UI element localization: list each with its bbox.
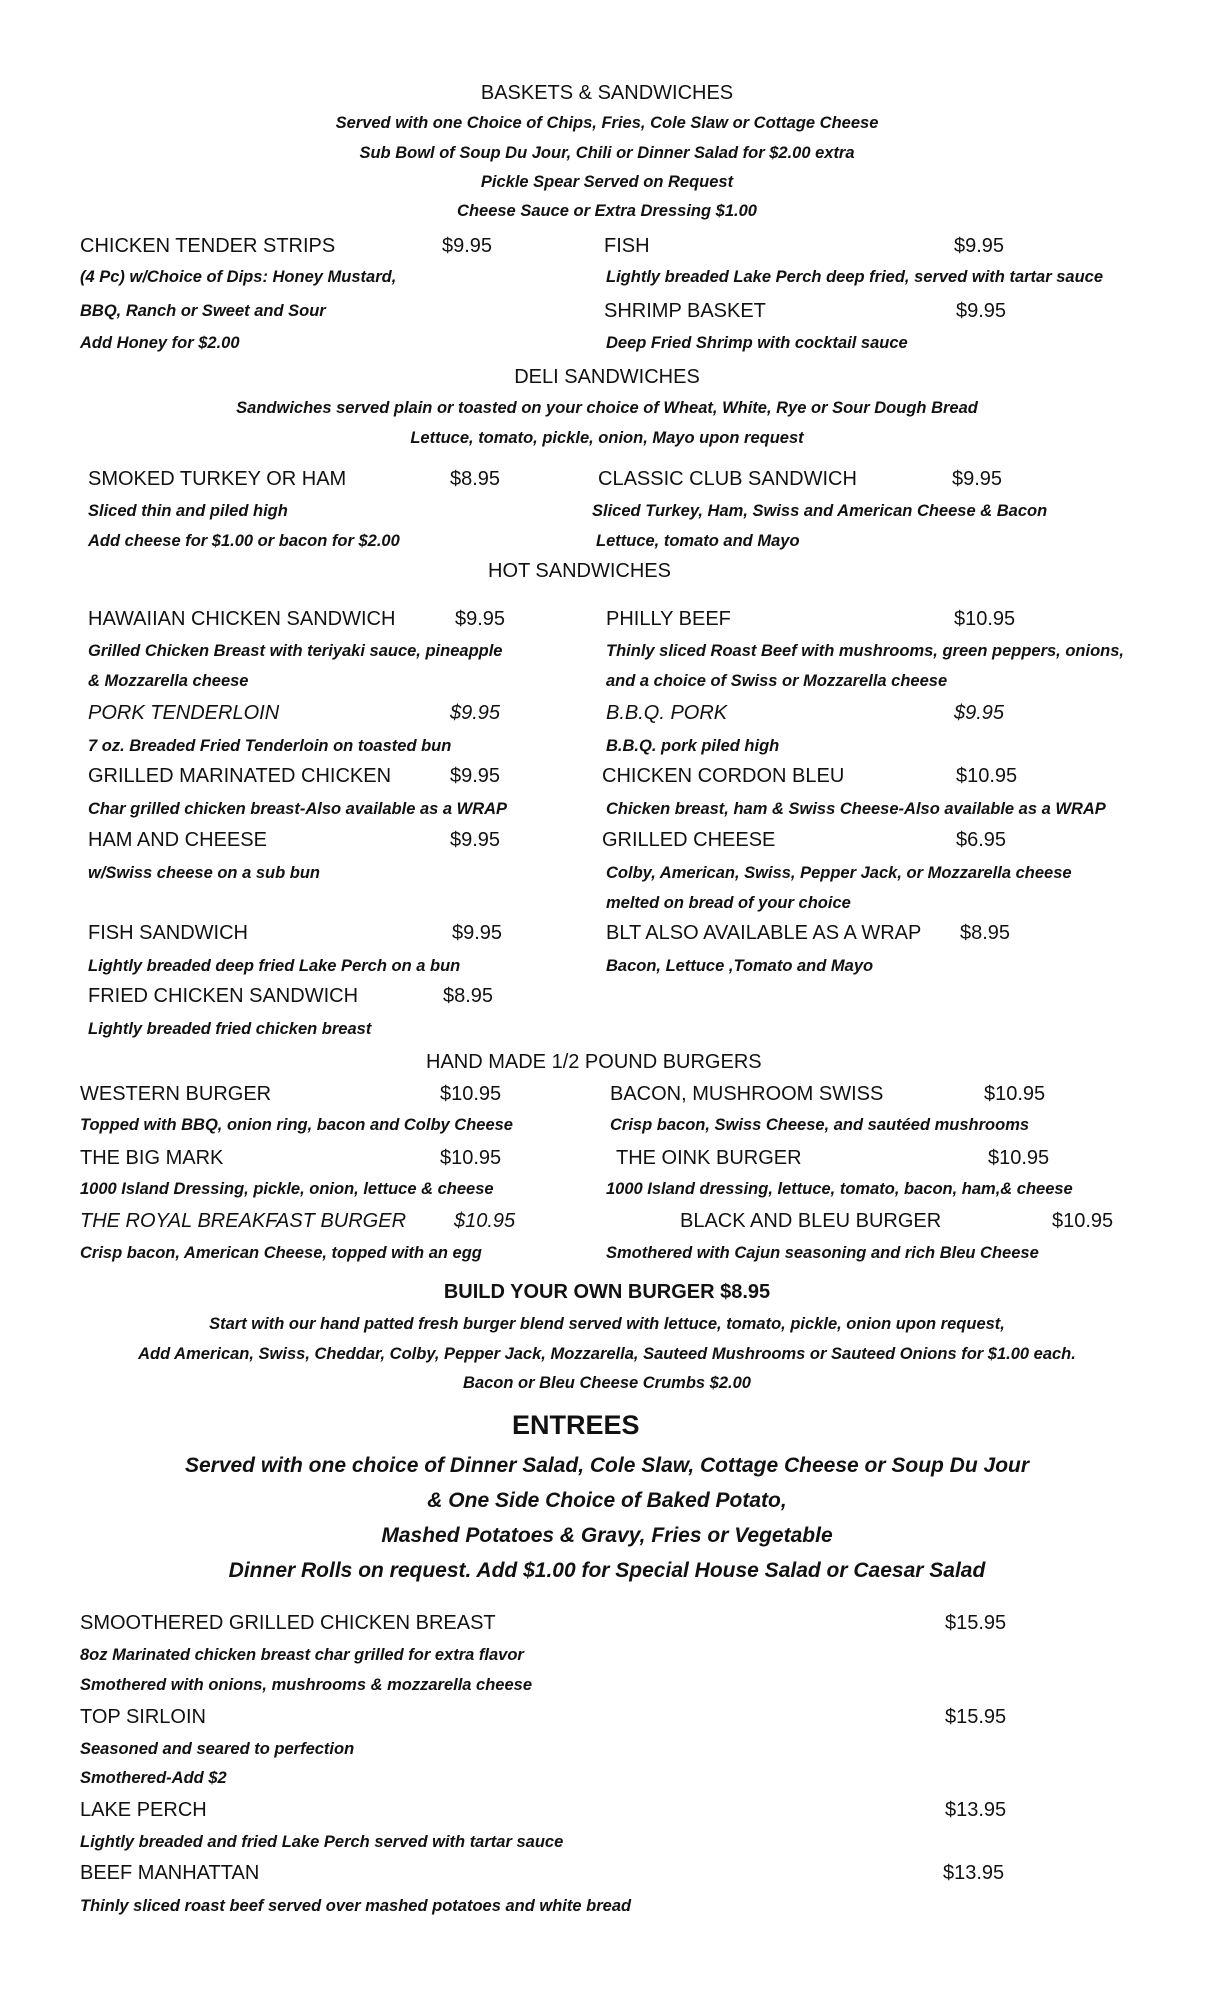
byo-note: Start with our hand patted fresh burger blend served with lettuce, tomato, pickle, onion upon request,: [209, 1315, 1005, 1333]
item-price: $9.95: [452, 922, 503, 944]
byo-note: Add American, Swiss, Cheddar, Colby, Pepper Jack, Mozzarella, Sauteed Mushrooms or Sauteed Onions for $1.00 each.: [138, 1345, 1076, 1363]
item-price: $6.95: [956, 829, 1007, 851]
item-price: $10.95: [988, 1147, 1050, 1169]
item-desc: Sliced thin and piled high: [88, 502, 288, 520]
item-desc: B.B.Q. pork piled high: [606, 737, 780, 755]
item-name: CHICKEN TENDER STRIPS: [80, 235, 336, 257]
item-name: GRILLED MARINATED CHICKEN: [88, 765, 392, 787]
item-name: FRIED CHICKEN SANDWICH: [88, 985, 359, 1007]
item-desc: Grilled Chicken Breast with teriyaki sauce, pineapple: [88, 642, 503, 660]
item-price: $13.95: [945, 1799, 1007, 1821]
item-desc: Add cheese for $1.00 or bacon for $2.00: [88, 532, 400, 550]
item-name: CLASSIC CLUB SANDWICH: [598, 468, 857, 490]
baskets-note: Sub Bowl of Soup Du Jour, Chili or Dinner Salad for $2.00 extra: [359, 144, 855, 162]
item-price: $9.95: [954, 235, 1005, 257]
item-desc: Lightly breaded fried chicken breast: [88, 1020, 372, 1038]
item-desc: melted on bread of your choice: [606, 894, 851, 912]
entrees-note: Dinner Rolls on request. Add $1.00 for Special House Salad or Caesar Salad: [228, 1559, 986, 1582]
item-desc: Crisp bacon, Swiss Cheese, and sautéed mushrooms: [610, 1116, 1030, 1134]
item-desc: Smothered with onions, mushrooms & mozzarella cheese: [80, 1676, 533, 1694]
entrees-note: Mashed Potatoes & Gravy, Fries or Vegetable: [381, 1524, 833, 1547]
item-desc: Seasoned and seared to perfection: [80, 1740, 355, 1758]
item-price: $10.95: [440, 1083, 502, 1105]
item-name: PORK TENDERLOIN: [88, 702, 280, 724]
item-name: FISH: [604, 235, 650, 257]
item-desc: Bacon, Lettuce ,Tomato and Mayo: [606, 957, 874, 975]
item-name: THE ROYAL BREAKFAST BURGER: [80, 1210, 407, 1232]
item-name: CHICKEN CORDON BLEU: [602, 765, 845, 787]
item-price: $10.95: [1052, 1210, 1114, 1232]
item-desc: Smothered-Add $2: [80, 1769, 227, 1787]
item-desc: BBQ, Ranch or Sweet and Sour: [80, 302, 326, 320]
item-price: $9.95: [954, 702, 1005, 724]
deli-note: Lettuce, tomato, pickle, onion, Mayo upon request: [410, 429, 804, 447]
item-price: $10.95: [984, 1083, 1046, 1105]
hot-title: HOT SANDWICHES: [488, 560, 671, 582]
item-desc: and a choice of Swiss or Mozzarella cheese: [606, 672, 948, 690]
item-price: $10.95: [956, 765, 1018, 787]
item-name: TOP SIRLOIN: [80, 1706, 206, 1728]
item-price: $10.95: [454, 1210, 516, 1232]
item-desc: (4 Pc) w/Choice of Dips: Honey Mustard,: [80, 268, 397, 286]
byo-title: BUILD YOUR OWN BURGER $8.95: [443, 1281, 771, 1303]
item-desc: 1000 Island Dressing, pickle, onion, lettuce & cheese: [80, 1180, 494, 1198]
item-desc: Deep Fried Shrimp with cocktail sauce: [606, 334, 908, 352]
item-name: THE BIG MARK: [80, 1147, 224, 1169]
byo-note: Bacon or Bleu Cheese Crumbs $2.00: [463, 1374, 751, 1392]
item-price: $9.95: [450, 765, 501, 787]
item-name: HAWAIIAN CHICKEN SANDWICH: [88, 608, 396, 630]
item-desc: Colby, American, Swiss, Pepper Jack, or Mozzarella cheese: [606, 864, 1072, 882]
item-desc: Thinly sliced roast beef served over mashed potatoes and white bread: [80, 1897, 632, 1915]
item-name: HAM AND CHEESE: [88, 829, 267, 851]
item-price: $9.95: [455, 608, 506, 630]
item-price: $8.95: [960, 922, 1011, 944]
item-price: $9.95: [442, 235, 493, 257]
item-desc: Smothered with Cajun seasoning and rich Bleu Cheese: [606, 1244, 1039, 1262]
item-name: BEEF MANHATTAN: [80, 1862, 260, 1884]
item-desc: Char grilled chicken breast-Also available as a WRAP: [88, 800, 508, 818]
item-price: $9.95: [450, 702, 501, 724]
item-desc: Thinly sliced Roast Beef with mushrooms, green peppers, onions,: [606, 642, 1125, 660]
entrees-title: ENTREES: [512, 1410, 640, 1440]
item-desc: Chicken breast, ham & Swiss Cheese-Also available as a WRAP: [606, 800, 1106, 818]
item-desc: Add Honey for $2.00: [80, 334, 240, 352]
item-name: WESTERN BURGER: [80, 1083, 272, 1105]
item-desc: 8oz Marinated chicken breast char grilled for extra flavor: [80, 1646, 524, 1664]
item-desc: 7 oz. Breaded Fried Tenderloin on toasted bun: [88, 737, 452, 755]
item-name: SMOKED TURKEY OR HAM: [88, 468, 347, 490]
item-price: $8.95: [443, 985, 494, 1007]
item-price: $9.95: [952, 468, 1003, 490]
item-price: $8.95: [450, 468, 501, 490]
entrees-note: Served with one choice of Dinner Salad, Cole Slaw, Cottage Cheese or Soup Du Jour: [184, 1454, 1030, 1477]
item-desc: Lightly breaded Lake Perch deep fried, served with tartar sauce: [606, 268, 1104, 286]
baskets-note: Pickle Spear Served on Request: [480, 173, 734, 191]
item-price: $15.95: [945, 1612, 1007, 1634]
item-name: FISH SANDWICH: [88, 922, 248, 944]
item-desc: & Mozzarella cheese: [88, 672, 249, 690]
item-desc: w/Swiss cheese on a sub bun: [88, 864, 320, 882]
item-desc: 1000 Island dressing, lettuce, tomato, bacon, ham,& cheese: [606, 1180, 1073, 1198]
deli-title: DELI SANDWICHES: [514, 366, 700, 388]
item-price: $15.95: [945, 1706, 1007, 1728]
item-name: LAKE PERCH: [80, 1799, 207, 1821]
baskets-note: Cheese Sauce or Extra Dressing $1.00: [457, 202, 757, 220]
item-price: $13.95: [943, 1862, 1005, 1884]
item-name: B.B.Q. PORK: [606, 702, 728, 724]
item-name: THE OINK BURGER: [616, 1147, 802, 1169]
item-name: GRILLED CHEESE: [602, 829, 776, 851]
item-name: SMOOTHERED GRILLED CHICKEN BREAST: [80, 1612, 496, 1634]
entrees-note: & One Side Choice of Baked Potato,: [427, 1489, 787, 1512]
baskets-title: BASKETS & SANDWICHES: [480, 82, 734, 104]
item-price: $10.95: [440, 1147, 502, 1169]
burgers-title: HAND MADE 1/2 POUND BURGERS: [426, 1051, 762, 1073]
item-desc: Lettuce, tomato and Mayo: [596, 532, 800, 550]
item-desc: Sliced Turkey, Ham, Swiss and American Cheese & Bacon: [592, 502, 1048, 520]
item-price: $9.95: [956, 300, 1007, 322]
item-name: PHILLY BEEF: [606, 608, 731, 630]
item-desc: Crisp bacon, American Cheese, topped with an egg: [80, 1244, 482, 1262]
item-name: BLACK AND BLEU BURGER: [680, 1210, 942, 1232]
item-desc: Lightly breaded deep fried Lake Perch on a bun: [88, 957, 461, 975]
baskets-note: Served with one Choice of Chips, Fries, Cole Slaw or Cottage Cheese: [335, 114, 879, 132]
deli-note: Sandwiches served plain or toasted on your choice of Wheat, White, Rye or Sour Dough Bread: [236, 399, 978, 417]
item-name: BLT ALSO AVAILABLE AS A WRAP: [606, 922, 922, 944]
item-price: $10.95: [954, 608, 1016, 630]
item-name: BACON, MUSHROOM SWISS: [610, 1083, 884, 1105]
item-name: SHRIMP BASKET: [604, 300, 766, 322]
item-desc: Topped with BBQ, onion ring, bacon and Colby Cheese: [80, 1116, 513, 1134]
item-price: $9.95: [450, 829, 501, 851]
item-desc: Lightly breaded and fried Lake Perch served with tartar sauce: [80, 1833, 564, 1851]
